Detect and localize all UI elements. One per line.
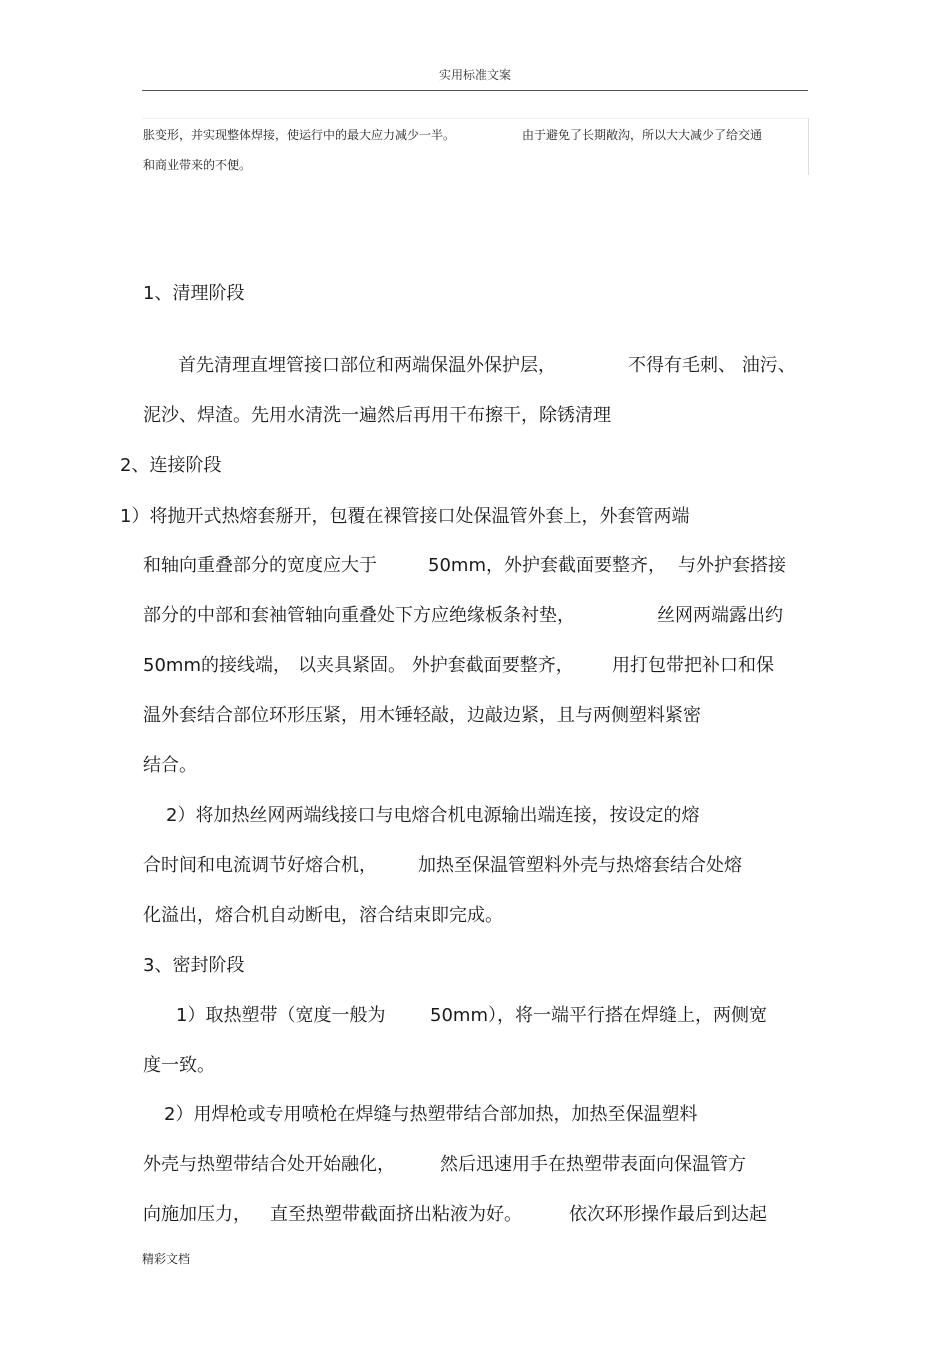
section2-text: 与外护套搭接 [678, 555, 786, 576]
section3-text: 1）取热塑带（宽度一般为 [176, 1005, 386, 1026]
section2-text: 丝网两端露出约 [657, 605, 783, 626]
section3-text: 度一致。 [143, 1055, 215, 1076]
section2-text: 化溢出，熔合机自动断电，溶合结束即完成。 [143, 905, 503, 926]
section3-heading: 3、密封阶段 [143, 955, 245, 976]
section2-text: 和轴向重叠部分的宽度应大于 [143, 555, 377, 576]
section2-text: 1）将抛开式热熔套掰开，包覆在裸管接口处保温管外套上，外套管两端 [120, 506, 690, 527]
section3-text: 2）用焊枪或专用喷枪在焊缝与热塑带结合部加热，加热至保温塑料 [164, 1104, 698, 1125]
section1-text: 泥沙、焊渣。先用水清洗一遍然后再用干布擦干，除锈清理 [143, 405, 611, 426]
section2-text: 加热至保温管塑料外壳与热熔套结合处熔 [418, 855, 742, 876]
section2-text: 部分的中部和套袖管轴向重叠处下方应绝缘板条衬垫， [143, 605, 575, 626]
section1-heading: 1、清理阶段 [143, 283, 245, 304]
section1-text: 首先清理直埋管接口部位和两端保温外保护层， [178, 355, 556, 376]
section3-text: 50mm），将一端平行搭在焊缝上，两侧宽 [430, 1005, 767, 1026]
section2-text: 以夹具紧固。 外护套截面要整齐， [298, 655, 574, 676]
header-title: 实用标准文案 [438, 68, 511, 82]
section3-text: 外壳与热塑带结合处开始融化， [143, 1154, 395, 1175]
section2-text: 50mm，外护套截面要整齐， [428, 555, 666, 576]
section3-text: 向施加压力， [143, 1204, 251, 1225]
section2-heading: 2、连接阶段 [120, 455, 222, 476]
section3-text: 然后迅速用手在热塑带表面向保温管方 [440, 1154, 746, 1175]
section1-text: 不得有毛刺、 油污、 [628, 355, 796, 376]
section3-text: 依次环形操作最后到达起 [569, 1204, 767, 1225]
section2-text: 结合。 [143, 755, 197, 776]
section2-text: 用打包带把补口和保 [612, 655, 774, 676]
intro-line-2: 和商业带来的不便。 [143, 158, 252, 172]
section2-text: 合时间和电流调节好熔合机， [143, 855, 377, 876]
intro-line-1b: 由于避免了长期敞沟，所以大大减少了给交通 [522, 128, 763, 142]
section2-text: 50mm的接线端， [143, 655, 291, 676]
section3-text: 直至热塑带截面挤出粘液为好。 [270, 1204, 522, 1225]
footer-text: 精彩文档 [142, 1252, 191, 1266]
section2-text: 2）将加热丝网两端线接口与电熔合机电源输出端连接，按设定的熔 [166, 805, 700, 826]
section2-text: 温外套结合部位环形压紧，用木锤轻敲，边敲边紧，且与两侧塑料紧密 [143, 705, 701, 726]
header-divider [142, 90, 808, 91]
intro-line-1a: 胀变形，并实现整体焊接，使运行中的最大应力减少一半。 [143, 128, 456, 142]
